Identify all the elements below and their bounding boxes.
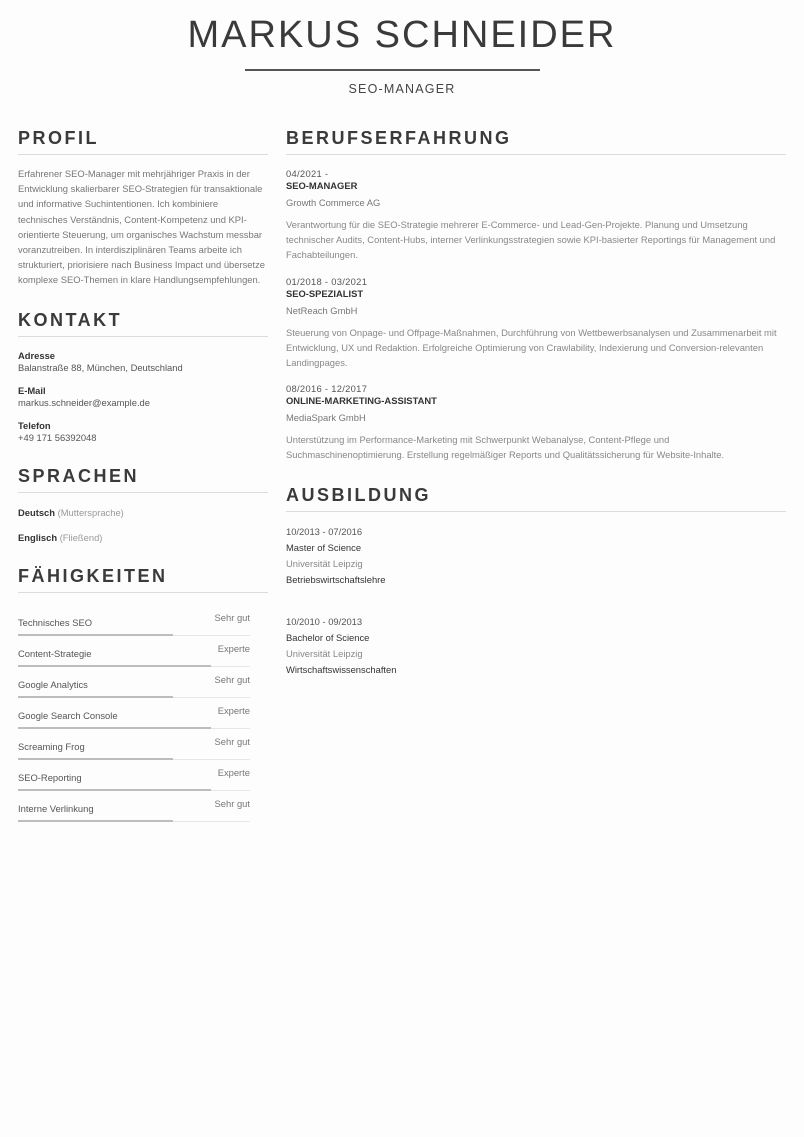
skill-name: Screaming Frog [18, 740, 85, 752]
language-item [18, 532, 268, 544]
skill-name: Technisches SEO [18, 616, 92, 628]
skill-item [18, 729, 250, 760]
contact-value: Balanstraße 88, München, Deutschland [18, 361, 183, 373]
contact-label: Adresse [18, 349, 56, 361]
section-title-skills: FÄHIGKEITEN [18, 566, 268, 593]
education-entry [286, 616, 786, 676]
job-date: 08/2016 - 12/2017 [286, 383, 368, 395]
education-field: Betriebswirtschaftslehre [286, 573, 386, 585]
skill-level: Sehr gut [214, 735, 250, 747]
skill-item [18, 605, 250, 636]
education-date: 10/2013 - 07/2016 [286, 525, 363, 537]
skill-name: Interne Verlinkung [18, 802, 94, 814]
contact-section [18, 310, 268, 444]
skill-item [18, 698, 250, 729]
contact-value[interactable]: markus.schneider@example.de [18, 396, 150, 408]
contact-list [18, 350, 268, 444]
section-title-experience: BERUFSERFAHRUNG [286, 128, 786, 155]
section-title-profile: PROFIL [18, 128, 268, 155]
education-school: Universität Leipzig [286, 647, 363, 659]
skill-item [18, 760, 250, 791]
education-entry [286, 526, 786, 586]
education-school: Universität Leipzig [286, 557, 363, 569]
skill-name: SEO-Reporting [18, 771, 82, 783]
contact-label: Telefon [18, 419, 51, 431]
section-title-languages: SPRACHEN [18, 466, 268, 493]
job-description: Steuerung von Onpage- und Offpage-Maßnahmen, Durchführung von Wettbewerbsanalysen und Zusammenarbeit mit Entwicklung, UX und Redaktion. Erfolgreiche Optimierung von Crawlability, Indexierung und Conversion-relevanten Landingpages. [286, 326, 777, 369]
skill-level: Sehr gut [214, 797, 250, 809]
language-name: Englisch [18, 531, 58, 543]
section-title-contact: KONTAKT [18, 310, 268, 337]
skill-name: Google Analytics [18, 678, 88, 690]
profile-section [18, 128, 268, 288]
job-company: NetReach GmbH [286, 304, 358, 316]
skill-level: Experte [217, 704, 250, 716]
skills-section [18, 566, 268, 822]
skill-item [18, 667, 250, 698]
education-degree: Bachelor of Science [286, 631, 370, 643]
contact-item-address [18, 350, 268, 374]
skill-level: Experte [217, 642, 250, 654]
skill-name: Content-Strategie [18, 647, 92, 659]
job-entry [286, 168, 786, 263]
language-name: Deutsch [18, 506, 55, 518]
skill-level: Sehr gut [214, 611, 250, 623]
job-description: Unterstützung im Performance-Marketing mit Schwerpunkt Webanalyse, Content-Pflege und Suchmaschinenoptimierung. Erstellung regelmäßiger Reports und Qualitätssicherung für Website-Inhalte. [286, 434, 725, 461]
languages-section [18, 466, 268, 544]
job-position: SEO-SPEZIALIST [286, 287, 364, 299]
experience-section [286, 128, 786, 463]
skill-item [18, 791, 250, 822]
left-column [18, 128, 268, 844]
job-entry [286, 276, 786, 371]
skill-bar [18, 820, 173, 822]
name-divider [245, 69, 540, 71]
section-title-education: AUSBILDUNG [286, 485, 786, 512]
job-date: 04/2021 - [286, 168, 329, 179]
contact-item-phone [18, 420, 268, 444]
education-date: 10/2010 - 09/2013 [286, 615, 363, 627]
job-position: ONLINE-MARKETING-ASSISTANT [286, 395, 437, 407]
contact-label: E-Mail [18, 384, 46, 396]
job-company: Growth Commerce AG [286, 197, 381, 208]
language-item [18, 507, 268, 519]
job-company: MediaSpark GmbH [286, 412, 366, 424]
language-level: (Muttersprache) [57, 506, 124, 518]
skill-list [18, 605, 250, 822]
right-column [286, 128, 786, 698]
job-title: SEO-MANAGER [348, 82, 456, 96]
skill-level: Sehr gut [214, 673, 250, 685]
skill-level: Experte [217, 766, 250, 778]
profile-text: Erfahrener SEO-Manager mit mehrjähriger Praxis in der Entwicklung skalierbarer SEO-Strategien für transaktionale und informative Suchintentionen. Ich kombiniere technisches Verständnis, Content-Kompetenz und KPI-orientierte Steuerung, um organisches Wachstum messbar voranzutreiben. In interdisziplinären Teams arbeite ich strukturiert, priorisiere nach Business Impact und übersetze komplexe SEO-Themen in klare Handlungsempfehlungen. [18, 168, 265, 286]
skill-name: Google Search Console [18, 709, 118, 721]
person-name: MARKUS SCHNEIDER [187, 14, 617, 56]
job-description: Verantwortung für die SEO-Strategie mehrerer E-Commerce- und Lead-Gen-Projekte. Planung und Umsetzung technischer Audits, Content-Hubs, interner Verlinkungsstrategien sowie KPI-basierter Reportings für Management und Fachabteilungen. [286, 219, 776, 261]
job-position: SEO-MANAGER [286, 180, 358, 191]
contact-item-email [18, 385, 268, 409]
education-section [286, 485, 786, 676]
job-entry [286, 383, 786, 462]
language-list [18, 507, 268, 544]
language-level: (Fließend) [59, 531, 103, 543]
education-degree: Master of Science [286, 541, 362, 553]
job-date: 01/2018 - 03/2021 [286, 275, 368, 287]
contact-value[interactable]: +49 171 56392048 [18, 431, 97, 443]
skill-item [18, 636, 250, 667]
education-field: Wirtschaftswissenschaften [286, 663, 397, 675]
